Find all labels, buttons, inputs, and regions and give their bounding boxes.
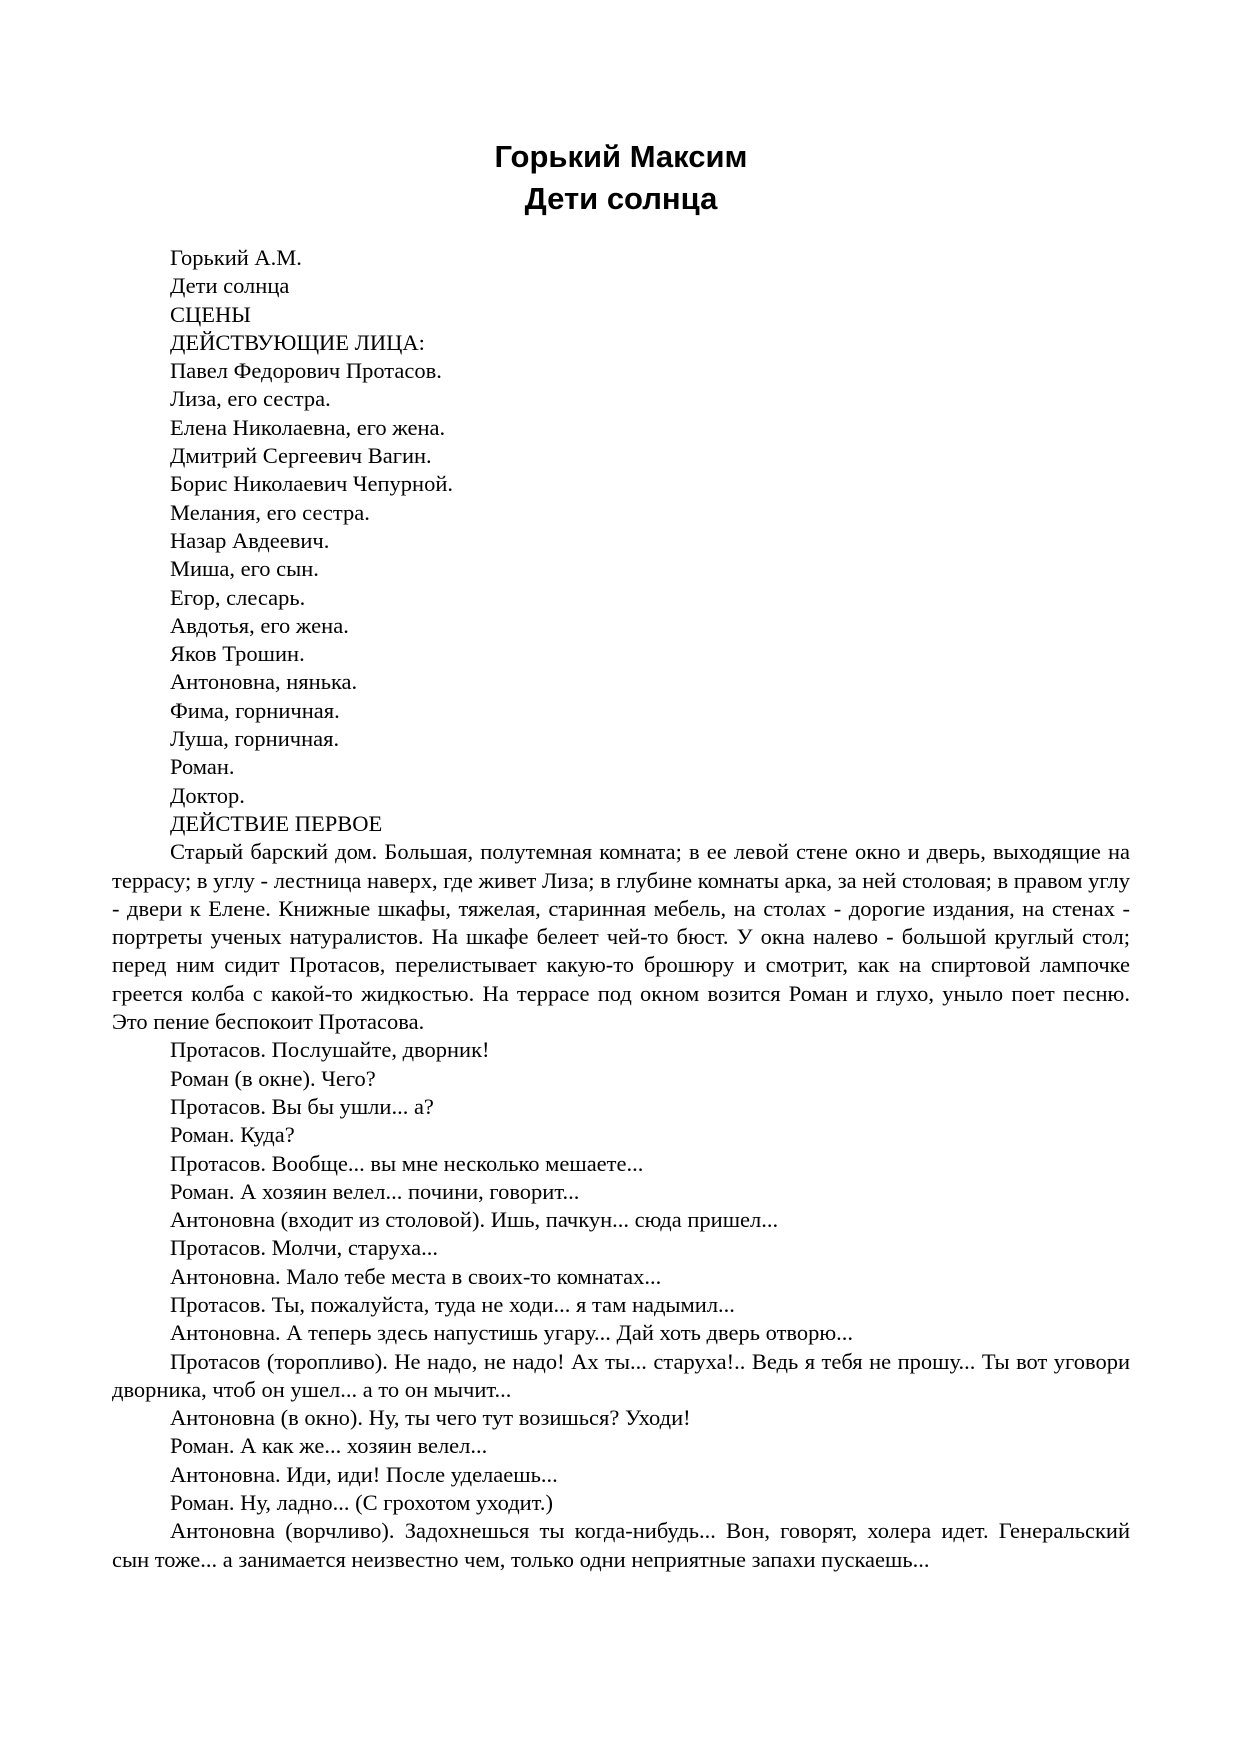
dialogue-line: Антоновна (ворчливо). Задохнешься ты когда-нибудь... Вон, говорят, холера идет. Генеральский сын тоже... а занимается неизвестно чем, только одни неприятные запахи пускаешь...: [112, 1518, 1130, 1572]
character-entry: Дмитрий Сергеевич Вагин.: [170, 443, 432, 469]
character-entry: Антоновна, нянька.: [170, 669, 358, 695]
front-matter-line: СЦЕНЫ: [170, 301, 251, 327]
character-entry: Мелания, его сестра.: [170, 499, 370, 525]
dialogue-line: Антоновна. А теперь здесь напустишь угару... Дай хоть дверь отворю...: [170, 1320, 854, 1346]
dialogue-line: Протасов. Ты, пожалуйста, туда не ходи... я там надымил...: [170, 1291, 735, 1317]
title-block: [0, 136, 1242, 220]
character-entry: Фима, горничная.: [170, 697, 340, 723]
act-heading: ДЕЙСТВИЕ ПЕРВОЕ: [170, 810, 383, 836]
dialogue-line: Протасов. Молчи, старуха...: [170, 1235, 438, 1261]
character-entry: Егор, слесарь.: [170, 584, 306, 610]
character-entry: Назар Авдеевич.: [170, 527, 330, 553]
dialogue-line: Роман. Куда?: [170, 1122, 295, 1148]
dialogue-line: Протасов. Вы бы ушли... а?: [170, 1093, 434, 1119]
dialogue-line: Антоновна (входит из столовой). Ишь, пачкун... сюда пришел...: [170, 1207, 779, 1233]
stage-direction: Старый барский дом. Большая, полутемная комната; в ее левой стене окно и дверь, выходящие на террасу; в углу - лестница наверх, где живет Лиза; в глубине комнаты арка, за ней столовая; в правом углу - двери к Елене. Книжные шкафы, тяжелая, старинная мебель, на столах - дорогие издания, на стенах - портреты ученых натуралистов. На шкафе белеет чей-то бюст. У окна налево - большой круглый стол; перед ним сидит Протасов, перелистывает какую-то брошюру и смотрит, как на спиртовой лампочке греется колба с какой-то жидкостью. На террасе под окном возится Роман и глухо, уныло поет песню. Это пение беспокоит Протасова.: [112, 839, 1130, 1035]
dialogue-line: Роман. Ну, ладно... (С грохотом уходит.): [170, 1490, 553, 1516]
dialogue-line: Протасов. Послушайте, дворник!: [170, 1037, 490, 1063]
character-entry: Яков Трошин.: [170, 641, 305, 667]
document-body: [112, 244, 1130, 1574]
character-entry: Доктор.: [170, 782, 245, 808]
work-title: Дети солнца: [524, 181, 718, 216]
dialogue-line: Протасов (торопливо). Не надо, не надо! Ах ты... старуха!.. Ведь я тебя не прошу... Ты вот уговори дворника, чтоб он ушел... а то он мычит...: [112, 1348, 1130, 1402]
dialogue-line: Антоновна (в окно). Ну, ты чего тут возишься? Уходи!: [170, 1405, 691, 1431]
character-entry: Павел Федорович Протасов.: [170, 358, 442, 384]
front-matter-line: Горький А.М.: [170, 245, 302, 270]
character-entry: Луша, горничная.: [170, 726, 340, 752]
dialogue-line: Антоновна. Иди, иди! После уделаешь...: [170, 1461, 558, 1487]
character-entry: Елена Николаевна, его жена.: [170, 414, 446, 440]
author-title: Горький Максим: [494, 139, 748, 174]
character-entry: Авдотья, его жена.: [170, 612, 349, 638]
dialogue-line: Роман (в окне). Чего?: [170, 1065, 376, 1091]
dialogue-line: Антоновна. Мало тебе места в своих-то комнатах...: [170, 1263, 662, 1289]
character-entry: Борис Николаевич Чепурной.: [170, 471, 454, 497]
character-entry: Лиза, его сестра.: [170, 386, 331, 412]
dialogue-line: Роман. А как же... хозяин велел...: [170, 1433, 488, 1459]
character-entry: Миша, его сын.: [170, 556, 319, 582]
front-matter-line: Дети солнца: [170, 273, 290, 299]
dialogue-line: Роман. А хозяин велел... почини, говорит...: [170, 1178, 580, 1204]
cast-heading: ДЕЙСТВУЮЩИЕ ЛИЦА:: [170, 329, 425, 355]
dialogue-line: Протасов. Вообще... вы мне несколько мешаете...: [170, 1150, 644, 1176]
character-entry: Роман.: [170, 754, 235, 780]
